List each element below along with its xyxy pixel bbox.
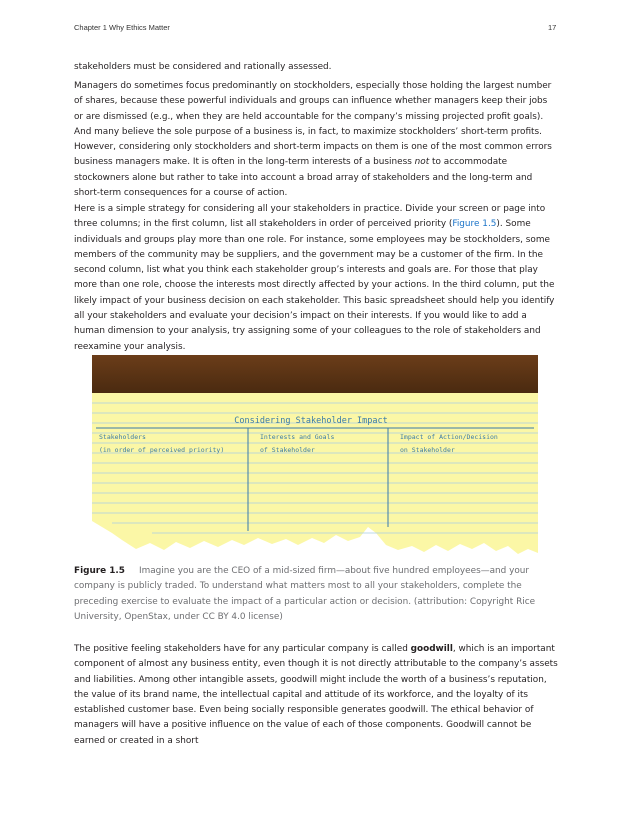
paragraph-1: stakeholders must be considered and rationally assessed. (74, 62, 332, 72)
column-3-heading: Impact of Action/Decision (400, 433, 498, 441)
figure-1-5-link[interactable]: Figure 1.5 (452, 219, 497, 230)
column-1-heading: Stakeholders (99, 433, 146, 441)
notepad-title: Considering Stakeholder Impact (234, 416, 388, 426)
paragraph-4: The positive feeling stakeholders have for any particular company is called goodwill, which is an important component of almost any business entity, even though it is not directly attributable to the company’s assets and liabilities. Among other intangible assets, goodwill might include the worth of a business’s reputation, the value of its brand name, the intellectual capital and attitude of its workforce, and the loyalty of its established customer base. Even being socially responsible generates goodwill. The ethical behavior of managers will have a positive influence on the value of each of those components. Goodwill cannot be earned or created in a short (74, 644, 558, 746)
running-header-chapter: Chapter 1 Why Ethics Matter (74, 23, 170, 32)
term-goodwill: goodwill (410, 644, 453, 654)
paragraph-2: Managers do sometimes focus predominantly on stockholders, especially those holding the largest number of shares, because these powerful individuals and groups can influence whether managers keep their jobs or are dismissed (e.g., when they are held accountable for the company’s missing projected profit goals). And many believe the sole purpose of a business is, in fact, to maximize stockholders’ short-term profits. However, considering only stockholders and short-term impacts on them is one of the most common errors business managers make. It is often in the long-term interests of a business not to accommodate stockowners alone but rather to take into account a broad array of stakeholders and the long-term and short-term consequences for a course of action. (74, 81, 552, 199)
figure-caption (74, 564, 558, 625)
page-number: 17 (548, 23, 557, 32)
emphasis-not: not (414, 157, 430, 168)
column-1-subheading: (in order of perceived priority) (99, 446, 225, 454)
stakeholder-notepad-figure (92, 355, 538, 560)
column-2-subheading: of Stakeholder (260, 446, 315, 454)
paragraph-3: Here is a simple strategy for considering all your stakeholders in practice. Divide your screen or page into three columns; in the first column, list all stakeholders in order of perceived priority (Figure 1.5). Some individuals and groups play more than one role. For instance, some employees may be stockholders, some members of the community may be suppliers, and the government may be a customer of the firm. In the second column, list what you think each stakeholder group’s interests and goals are. For those that play more than one role, choose the interests most directly affected by your actions. In the third column, put the likely impact of your business decision on each stakeholder. This basic spreadsheet should help you identify all your stakeholders and evaluate your decision’s impact on their interests. If you would like to add a human dimension to your analysis, try assigning some of your colleagues to the role of stakeholders and reexamine your analysis. (74, 204, 555, 352)
column-2-heading: Interests and Goals (260, 433, 335, 441)
column-3-subheading: on Stakeholder (400, 446, 455, 454)
caption-label: Figure 1.5 (74, 566, 125, 576)
notepad-binding (92, 355, 538, 393)
caption-text: Imagine you are the CEO of a mid-sized firm—about five hundred employees—and your company is publicly traded. To understand what matters most to all your stakeholders, complete the preceding exercise to evaluate the impact of a particular action or decision. (attribution: Copyright Rice University, OpenStax, under CC BY 4.0 license) (74, 566, 536, 622)
